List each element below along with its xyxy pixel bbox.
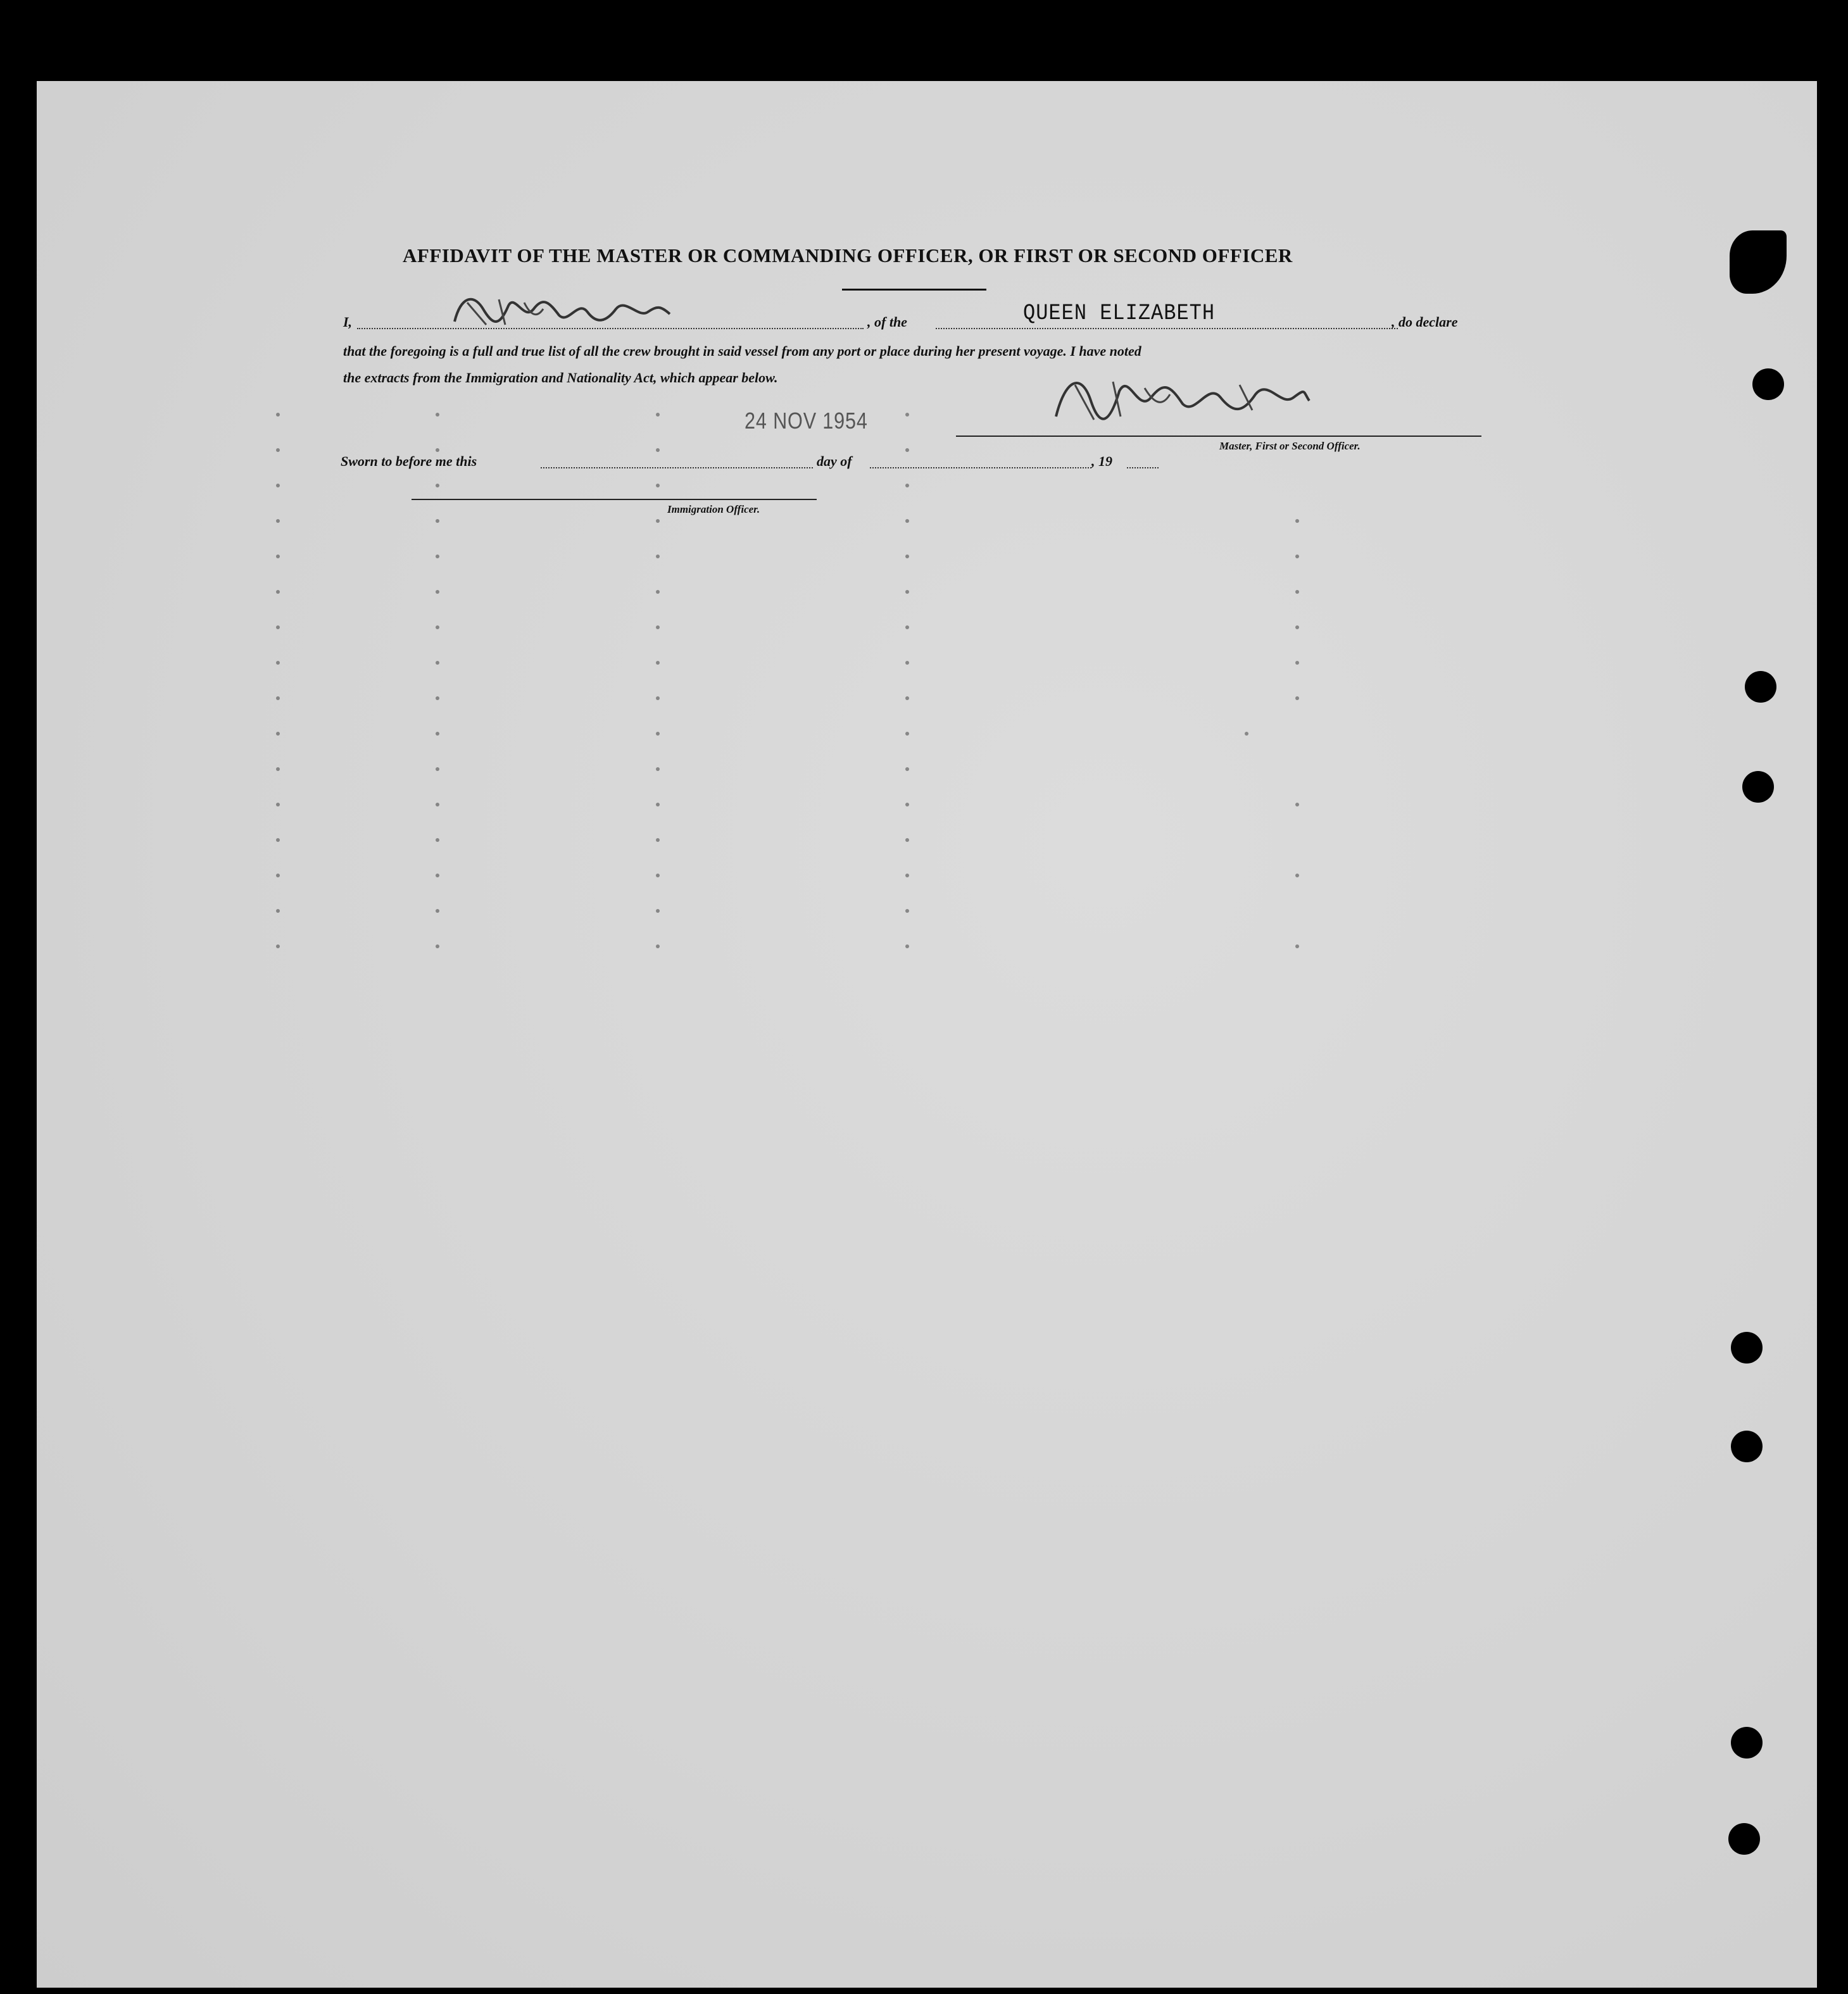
immigration-officer-label: Immigration Officer. [667, 503, 760, 515]
vessel-name: QUEEN ELIZABETH [1023, 300, 1216, 326]
master-label: Master, First or Second Officer. [1219, 440, 1361, 452]
punch-hole [1752, 368, 1784, 400]
line1-of-the: , of the [867, 314, 907, 330]
bleed-through-dots [37, 81, 1817, 1988]
document-page [37, 81, 1817, 1988]
sworn-year: , 19 [1091, 453, 1112, 469]
line3-text: the extracts from the Immigration and Nationality Act, which appear below. [343, 370, 778, 386]
punch-hole [1731, 1727, 1763, 1759]
punch-hole [1742, 771, 1774, 803]
line2-text: that the foregoing is a full and true list of all the crew brought in said vessel from any port or place during her present voyage. I have noted [343, 343, 1141, 359]
affidavit-title: AFFIDAVIT OF THE MASTER OR COMMANDING OFFICER, OR FIRST OR SECOND OFFICER [403, 244, 1293, 266]
punch-hole [1745, 671, 1776, 703]
line1-suffix: , do declare [1392, 314, 1458, 330]
punch-hole [1728, 1823, 1760, 1855]
sworn-prefix: Sworn to before me this [341, 453, 477, 469]
line1-prefix: I, [343, 314, 353, 330]
punch-hole [1731, 1431, 1763, 1462]
sworn-day-of: day of [817, 453, 852, 469]
date-stamp: 24 NOV 1954 [745, 408, 868, 434]
punch-hole [1731, 1332, 1763, 1364]
